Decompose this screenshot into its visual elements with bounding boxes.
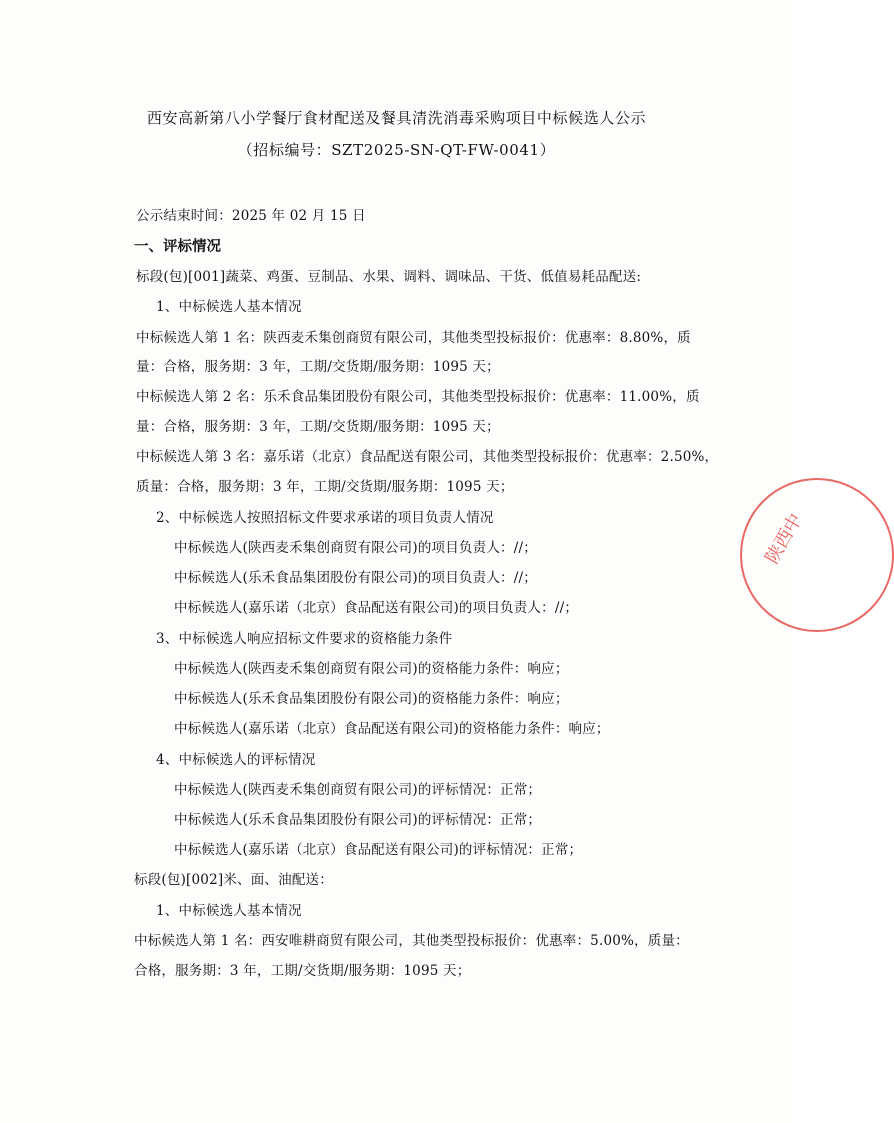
lot-002-subheading-basic-info: 1、中标候选人基本情况 [156,903,302,919]
lot-002-candidate-1-line-1: 中标候选人第 1 名：西安唯耕商贸有限公司，其他类型投标报价：优惠率：5.00%，质量： [134,933,689,949]
tender-number: （招标编号：SZT2025-SN-QT-FW-0041） [237,141,556,159]
candidate-3-line-2: 质量：合格，服务期：3 年，工期/交货期/服务期：1095 天； [136,479,514,495]
project-manager-2: 中标候选人(乐禾食品集团股份有限公司)的项目负责人：//； [174,570,537,586]
qualification-2: 中标候选人(乐禾食品集团股份有限公司)的资格能力条件：响应； [174,691,569,707]
candidate-2-line-2: 量：合格，服务期：3 年，工期/交货期/服务期：1095 天； [136,419,500,435]
lot-002-title: 标段(包)[002]米、面、油配送： [134,872,333,888]
project-manager-1: 中标候选人(陕西麦禾集创商贸有限公司)的项目负责人：//； [174,540,537,556]
lot-002-candidate-1-line-2: 合格，服务期：3 年，工期/交货期/服务期：1095 天； [134,963,471,979]
evaluation-2: 中标候选人(乐禾食品集团股份有限公司)的评标情况：正常； [174,812,542,828]
candidate-1-line-1: 中标候选人第 1 名：陕西麦禾集创商贸有限公司，其他类型投标报价：优惠率：8.80%，质 [136,330,691,346]
document-title: 西安高新第八小学餐厅食材配送及餐具清洗消毒采购项目中标候选人公示 [146,109,647,127]
project-manager-3: 中标候选人(嘉乐诺（北京）食品配送有限公司)的项目负责人：//； [174,600,579,616]
evaluation-1: 中标候选人(陕西麦禾集创商贸有限公司)的评标情况：正常； [174,782,542,798]
lot-001-subheading-basic-info: 1、中标候选人基本情况 [156,299,302,315]
lot-001-subheading-evaluation: 4、中标候选人的评标情况 [156,752,316,768]
lot-001-subheading-qualification: 3、中标候选人响应招标文件要求的资格能力条件 [156,631,453,647]
lot-001-title: 标段(包)[001]蔬菜、鸡蛋、豆制品、水果、调料、调味品、干货、低值易耗品配送: [136,269,642,285]
section-heading-evaluation: 一、评标情况 [134,239,221,255]
lot-001-subheading-project-manager: 2、中标候选人按照招标文件要求承诺的项目负责人情况 [156,510,494,526]
announcement-end-date: 公示结束时间：2025 年 02 月 15 日 [136,208,366,224]
qualification-3: 中标候选人(嘉乐诺（北京）食品配送有限公司)的资格能力条件：响应； [174,721,610,737]
candidate-1-line-2: 量：合格，服务期：3 年，工期/交货期/服务期：1095 天； [136,359,500,375]
seal-text: 陕西中 [761,510,807,568]
candidate-3-line-1: 中标候选人第 3 名：嘉乐诺（北京）食品配送有限公司，其他类型投标报价：优惠率：2.50%， [136,449,719,465]
qualification-1: 中标候选人(陕西麦禾集创商贸有限公司)的资格能力条件：响应； [174,661,569,677]
candidate-2-line-1: 中标候选人第 2 名：乐禾食品集团股份有限公司，其他类型投标报价：优惠率：11.00%，质 [136,389,700,405]
evaluation-3: 中标候选人(嘉乐诺（北京）食品配送有限公司)的评标情况：正常； [174,842,583,858]
